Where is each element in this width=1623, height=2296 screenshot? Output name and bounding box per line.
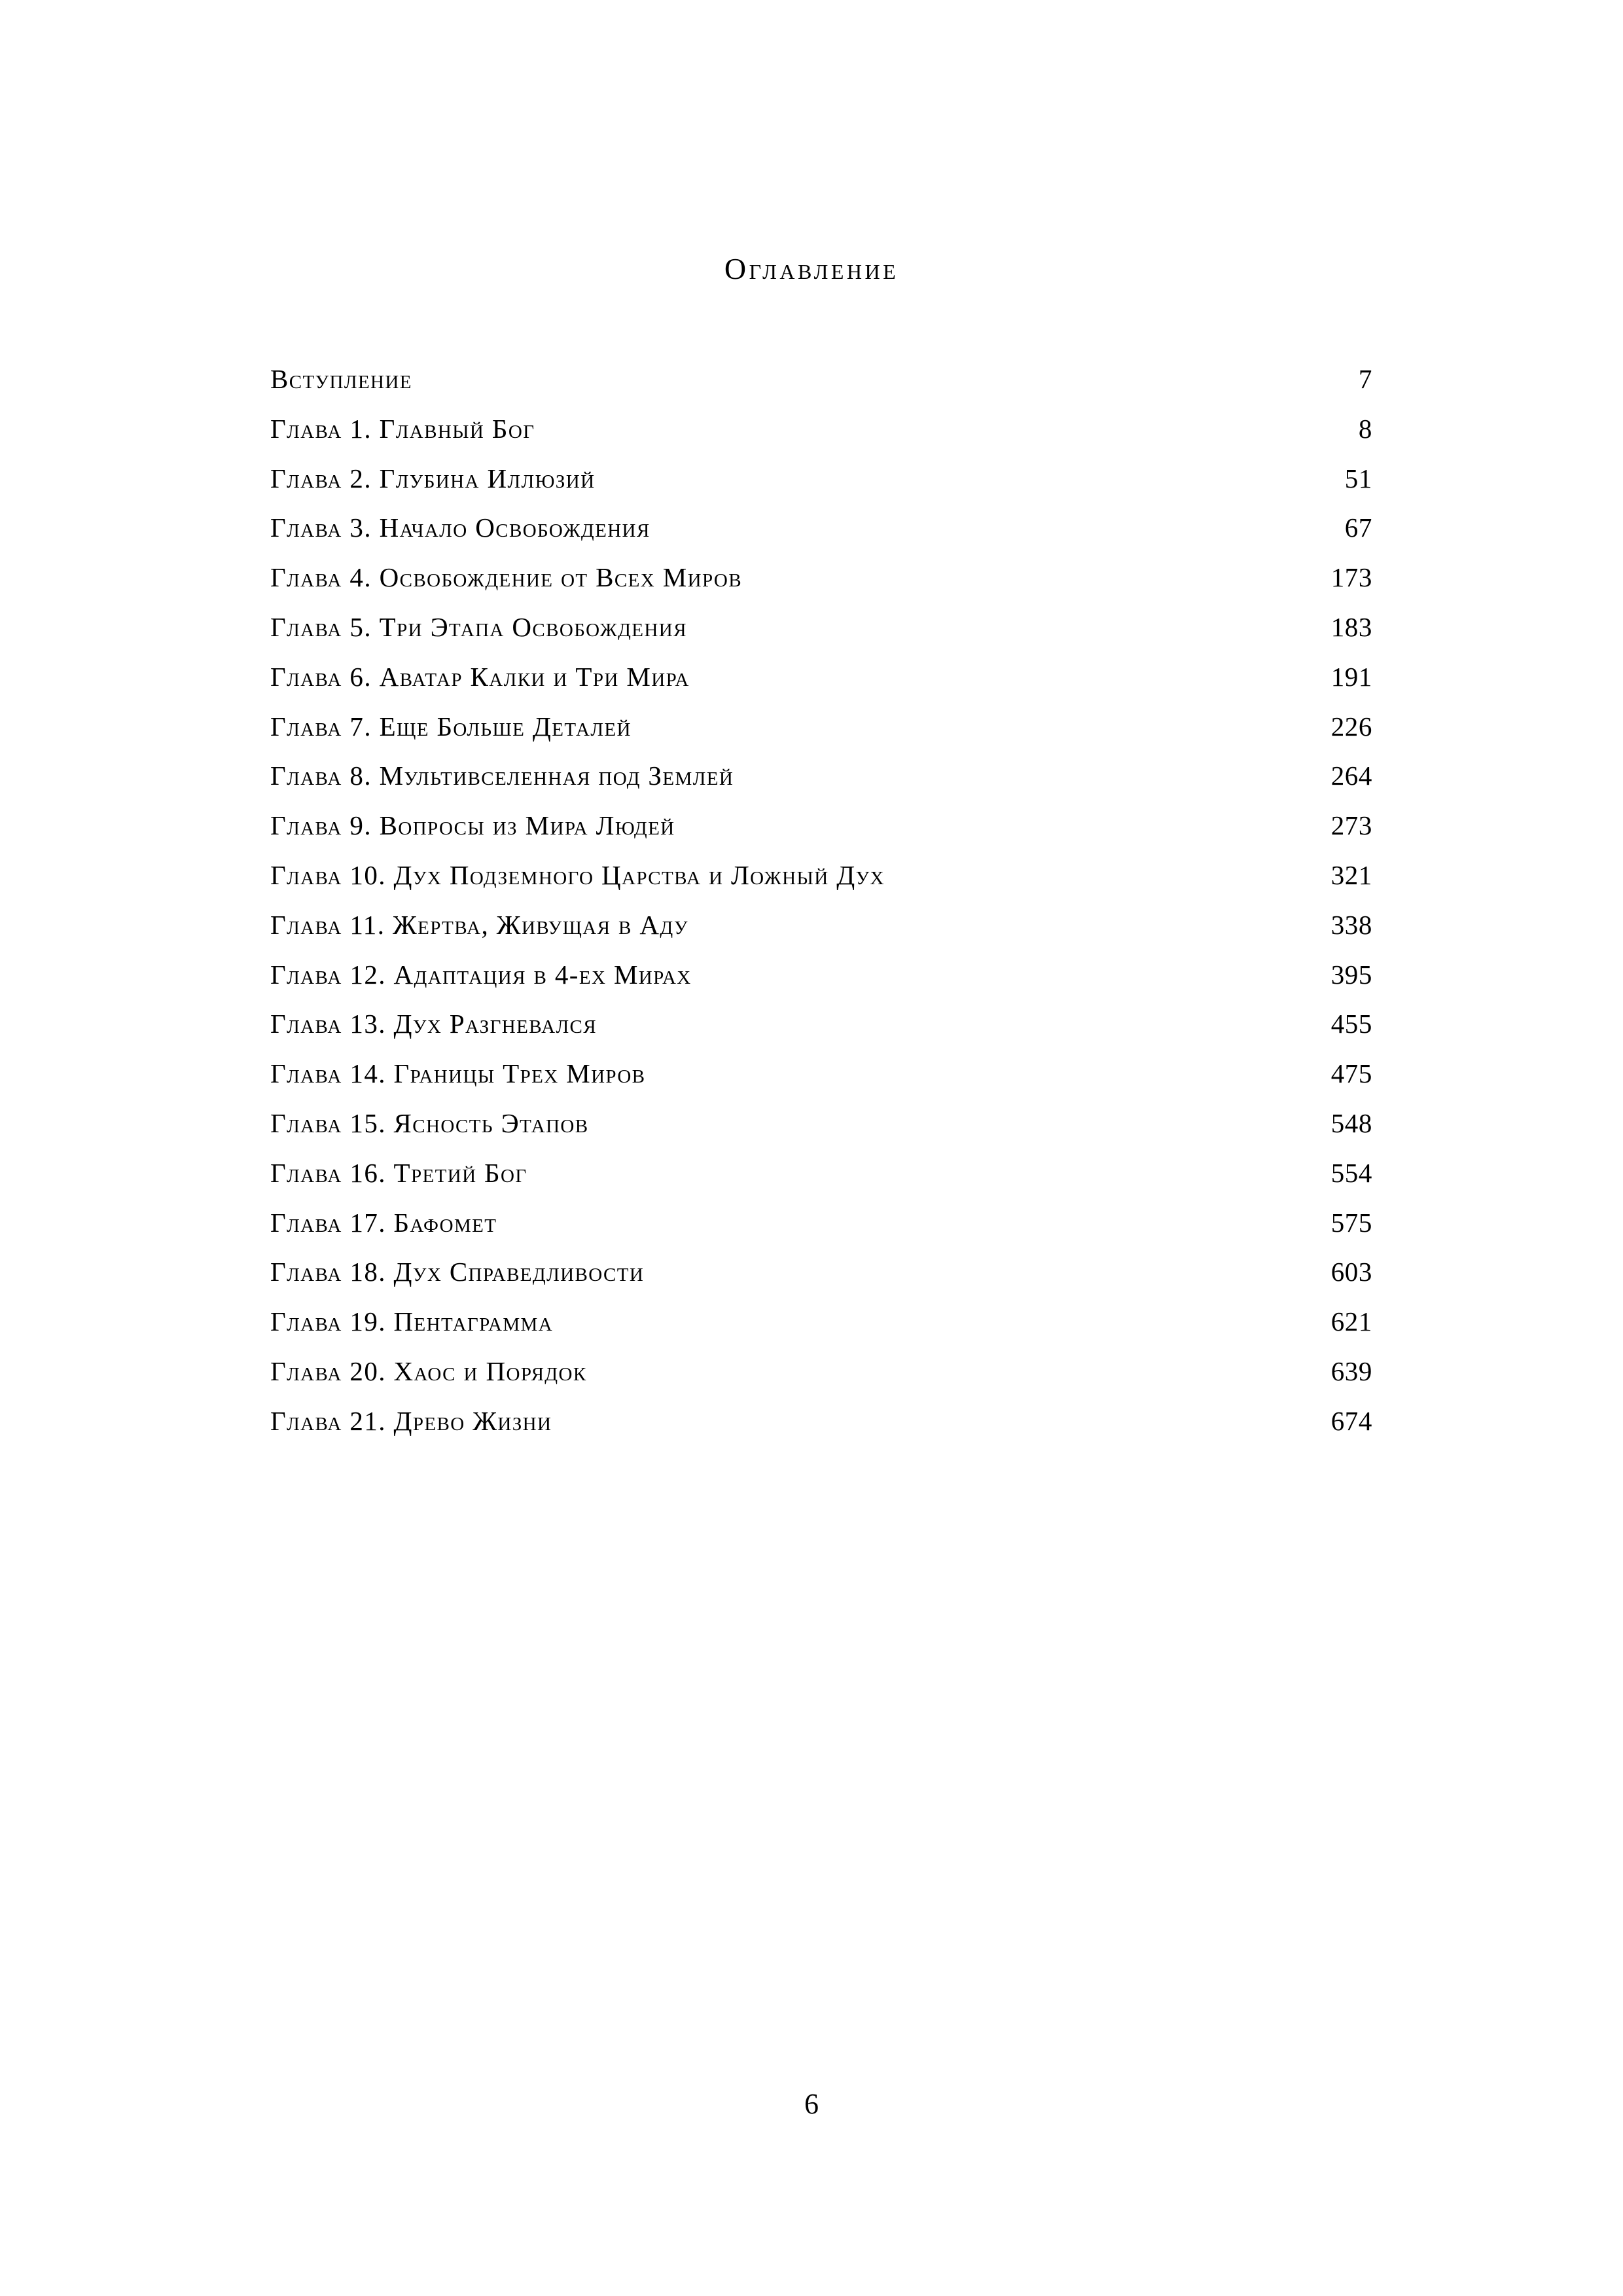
toc-entry[interactable] — [270, 1247, 1372, 1297]
toc-entry[interactable] — [270, 901, 1372, 950]
toc-entry-label: Глава 13. Дух Разгневался — [270, 1009, 597, 1039]
toc-entry[interactable] — [270, 355, 1372, 404]
toc-entry-page-number: 575 — [1330, 1207, 1372, 1238]
toc-entry-page-number: 7 — [1358, 364, 1372, 394]
toc-entry-page-number: 67 — [1344, 512, 1372, 543]
toc-entry[interactable] — [270, 751, 1372, 801]
toc-entry-label: Глава 10. Дух Подземного Царства и Ложный Дух — [270, 859, 885, 890]
toc-entry[interactable] — [270, 503, 1372, 553]
toc-entry-label: Глава 14. Границы Трех Миров — [270, 1058, 646, 1089]
toc-entry-label: Глава 11. Жертва, Живущая в Аду — [270, 909, 688, 940]
toc-entry[interactable] — [270, 1347, 1372, 1397]
toc-entry[interactable] — [270, 1297, 1372, 1347]
toc-entry-label: Глава 7. Еще Больше Деталей — [270, 711, 632, 742]
toc-entry-page-number: 226 — [1330, 711, 1372, 742]
toc-entry-label: Глава 3. Начало Освобождения — [270, 512, 651, 543]
toc-entry-page-number: 621 — [1330, 1306, 1372, 1337]
toc-entry[interactable] — [270, 454, 1372, 504]
toc-entry-label: Глава 12. Адаптация в 4-ех Мирах — [270, 959, 692, 990]
toc-entry-page-number: 475 — [1330, 1058, 1372, 1089]
toc-entry[interactable] — [270, 404, 1372, 454]
toc-entry-page-number: 395 — [1330, 959, 1372, 990]
toc-entry-label: Глава 15. Ясность Этапов — [270, 1107, 589, 1138]
toc-entry-label: Глава 9. Вопросы из Мира Людей — [270, 810, 675, 841]
toc-entry[interactable] — [270, 999, 1372, 1049]
toc-entry-page-number: 183 — [1330, 611, 1372, 642]
toc-entry[interactable] — [270, 1099, 1372, 1149]
toc-entry-page-number: 554 — [1330, 1157, 1372, 1188]
toc-entry[interactable] — [270, 653, 1372, 702]
page-title: Оглавление — [724, 252, 899, 285]
toc-entry-label: Глава 20. Хаос и Порядок — [270, 1355, 587, 1386]
toc-entry-label: Глава 2. Глубина Иллюзий — [270, 463, 596, 493]
toc-entry[interactable] — [270, 553, 1372, 603]
toc-entry[interactable] — [270, 950, 1372, 1000]
toc-entry-label: Глава 17. Бафомет — [270, 1207, 497, 1238]
toc-entry-page-number: 321 — [1330, 859, 1372, 890]
toc-entry-page-number: 338 — [1330, 909, 1372, 940]
toc-entry-page-number: 51 — [1344, 463, 1372, 493]
toc-entry-page-number: 264 — [1330, 761, 1372, 791]
toc-entry-label: Глава 18. Дух Справедливости — [270, 1257, 645, 1287]
toc-entry[interactable] — [270, 603, 1372, 653]
toc-entry-label: Вступление — [270, 364, 412, 394]
toc-entry-page-number: 455 — [1330, 1009, 1372, 1039]
toc-entry-label: Глава 4. Освобождение от Всех Миров — [270, 562, 742, 593]
toc-entry-page-number: 8 — [1358, 413, 1372, 444]
toc-entry-label: Глава 1. Главный Бог — [270, 413, 535, 444]
toc-entry-page-number: 548 — [1330, 1107, 1372, 1138]
toc-entry[interactable] — [270, 1049, 1372, 1099]
toc-entry[interactable] — [270, 801, 1372, 851]
table-of-contents-list — [270, 355, 1372, 1446]
toc-entry-label: Глава 16. Третий Бог — [270, 1157, 527, 1188]
page-number-footer: 6 — [804, 2088, 819, 2120]
toc-entry-label: Глава 21. Древо Жизни — [270, 1405, 552, 1436]
toc-entry-page-number: 191 — [1330, 661, 1372, 692]
toc-entry[interactable] — [270, 1198, 1372, 1248]
toc-entry-label: Глава 5. Три Этапа Освобождения — [270, 611, 687, 642]
toc-entry[interactable] — [270, 702, 1372, 752]
toc-entry-page-number: 674 — [1330, 1405, 1372, 1436]
toc-entry-page-number: 173 — [1330, 562, 1372, 593]
toc-entry-page-number: 273 — [1330, 810, 1372, 841]
toc-entry[interactable] — [270, 1397, 1372, 1446]
toc-entry-label: Глава 8. Мультивселенная под Землей — [270, 761, 734, 791]
toc-entry-label: Глава 19. Пентаграмма — [270, 1306, 554, 1337]
toc-entry[interactable] — [270, 1149, 1372, 1198]
toc-entry[interactable] — [270, 851, 1372, 901]
toc-entry-page-number: 639 — [1330, 1355, 1372, 1386]
toc-entry-label: Глава 6. Аватар Калки и Три Мира — [270, 661, 690, 692]
toc-entry-page-number: 603 — [1330, 1257, 1372, 1287]
